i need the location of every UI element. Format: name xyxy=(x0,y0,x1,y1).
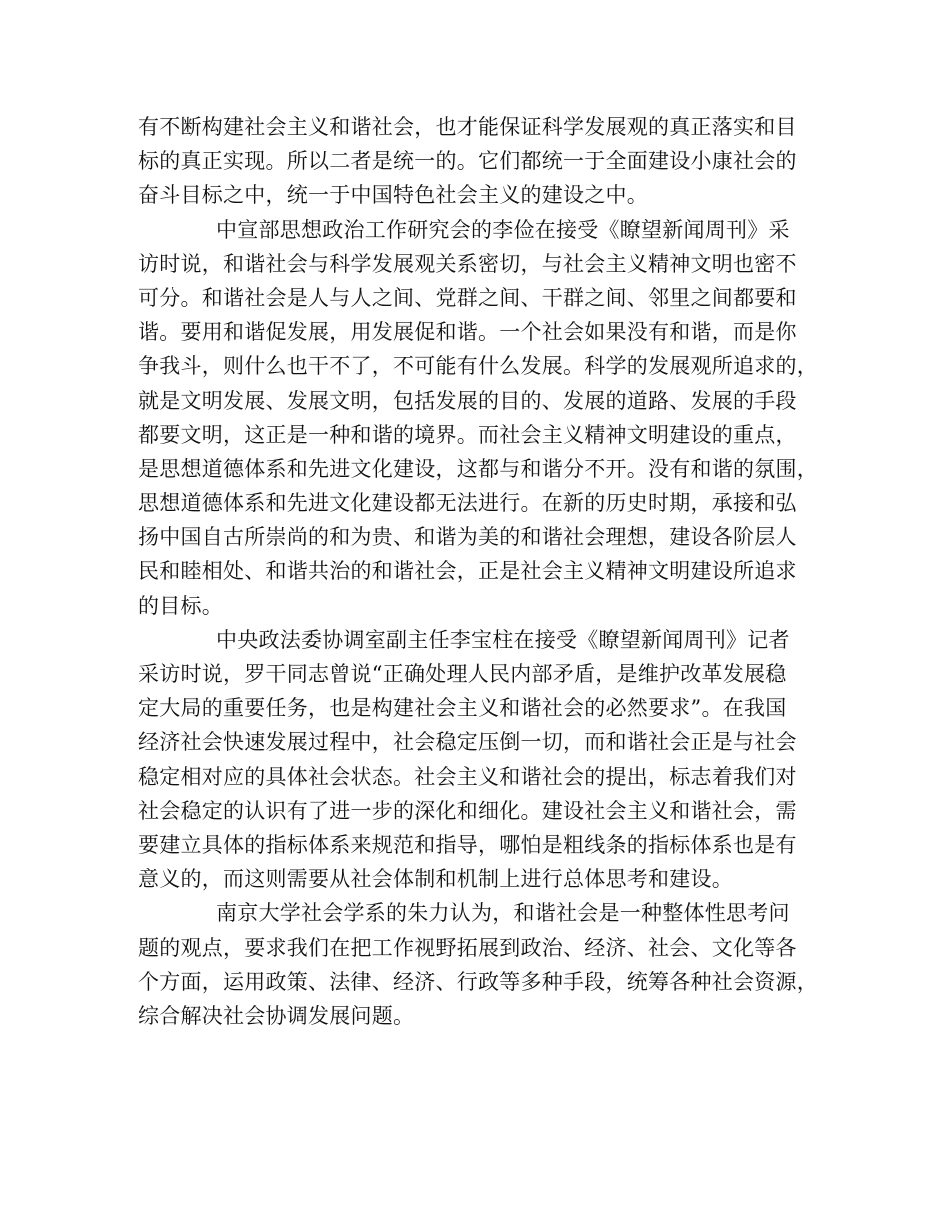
paragraph-3 xyxy=(138,623,803,897)
text-line: 是思想道德体系和先进文化建设，这都与和谐分不开。没有和谐的氛围， xyxy=(138,456,818,481)
text-line: 奋斗目标之中，统一于中国特色社会主义的建设之中。 xyxy=(138,183,648,208)
text-line: 南京大学社会学系的朱力认为，和谐社会是一种整体性思考问 xyxy=(216,901,790,926)
text-line: 综合解决社会协调发展问题。 xyxy=(138,1003,415,1028)
text-line: 思想道德体系和先进文化建设都无法进行。在新的历史时期，承接和弘 xyxy=(138,491,797,516)
text-line: 意义的，而这则需要从社会体制和机制上进行总体思考和建设。 xyxy=(138,867,733,892)
text-line: 争我斗，则什么也干不了，不可能有什么发展。科学的发展观所追求的， xyxy=(138,354,818,379)
document-body xyxy=(138,110,818,1033)
text-line: 中央政法委协调室副主任李宝柱在接受《瞭望新闻周刊》记者 xyxy=(216,627,790,652)
text-line: 标的真正实现。所以二者是统一的。它们都统一于全面建设小康社会的 xyxy=(138,149,797,174)
text-line: 稳定相对应的具体社会状态。社会主义和谐社会的提出，标志着我们对 xyxy=(138,764,797,789)
text-line: 社会稳定的认识有了进一步的深化和细化。建设社会主义和谐社会，需 xyxy=(138,798,797,823)
text-line: 的目标。 xyxy=(138,593,223,618)
text-line: 有不断构建社会主义和谐社会，也才能保证科学发展观的真正落实和目 xyxy=(138,115,797,139)
text-line: 采访时说，罗干同志曾说“正确处理人民内部矛盾，是维护改革发展稳 xyxy=(138,662,787,686)
text-line: 扬中国自古所崇尚的和为贵、和谐为美的和谐社会理想，建设各阶层人 xyxy=(138,525,797,550)
paragraph-4 xyxy=(138,896,818,1033)
text-line: 可分。和谐社会是人与人之间、党群之间、干群之间、邻里之间都要和 xyxy=(138,285,797,310)
text-line: 访时说，和谐社会与科学发展观关系密切，与社会主义精神文明也密不 xyxy=(138,251,797,276)
text-line: 民和睦相处、和谐共治的和谐社会，正是社会主义精神文明建设所追求 xyxy=(138,559,797,584)
text-line: 经济社会快速发展过程中，社会稳定压倒一切，而和谐社会正是与社会 xyxy=(138,730,797,755)
text-line: 谐。要用和谐促发展，用发展促和谐。一个社会如果没有和谐，而是你 xyxy=(138,320,797,345)
text-line: 要建立具体的指标体系来规范和指导，哪怕是粗线条的指标体系也是有 xyxy=(138,832,797,857)
text-line: 个方面，运用政策、法律、经济、行政等多种手段，统筹各种社会资源， xyxy=(138,969,818,994)
text-line: 都要文明，这正是一种和谐的境界。而社会主义精神文明建设的重点， xyxy=(138,422,797,447)
text-line: 定大局的重要任务，也是构建社会主义和谐社会的必然要求”。在我国 xyxy=(138,696,787,721)
text-line: 中宣部思想政治工作研究会的李俭在接受《瞭望新闻周刊》采 xyxy=(216,217,790,242)
paragraph-2 xyxy=(138,213,818,623)
text-line: 题的观点，要求我们在把工作视野拓展到政治、经济、社会、文化等各 xyxy=(138,935,797,960)
paragraph-1 xyxy=(138,110,803,213)
text-line: 就是文明发展、发展文明，包括发展的目的、发展的道路、发展的手段 xyxy=(138,388,797,413)
